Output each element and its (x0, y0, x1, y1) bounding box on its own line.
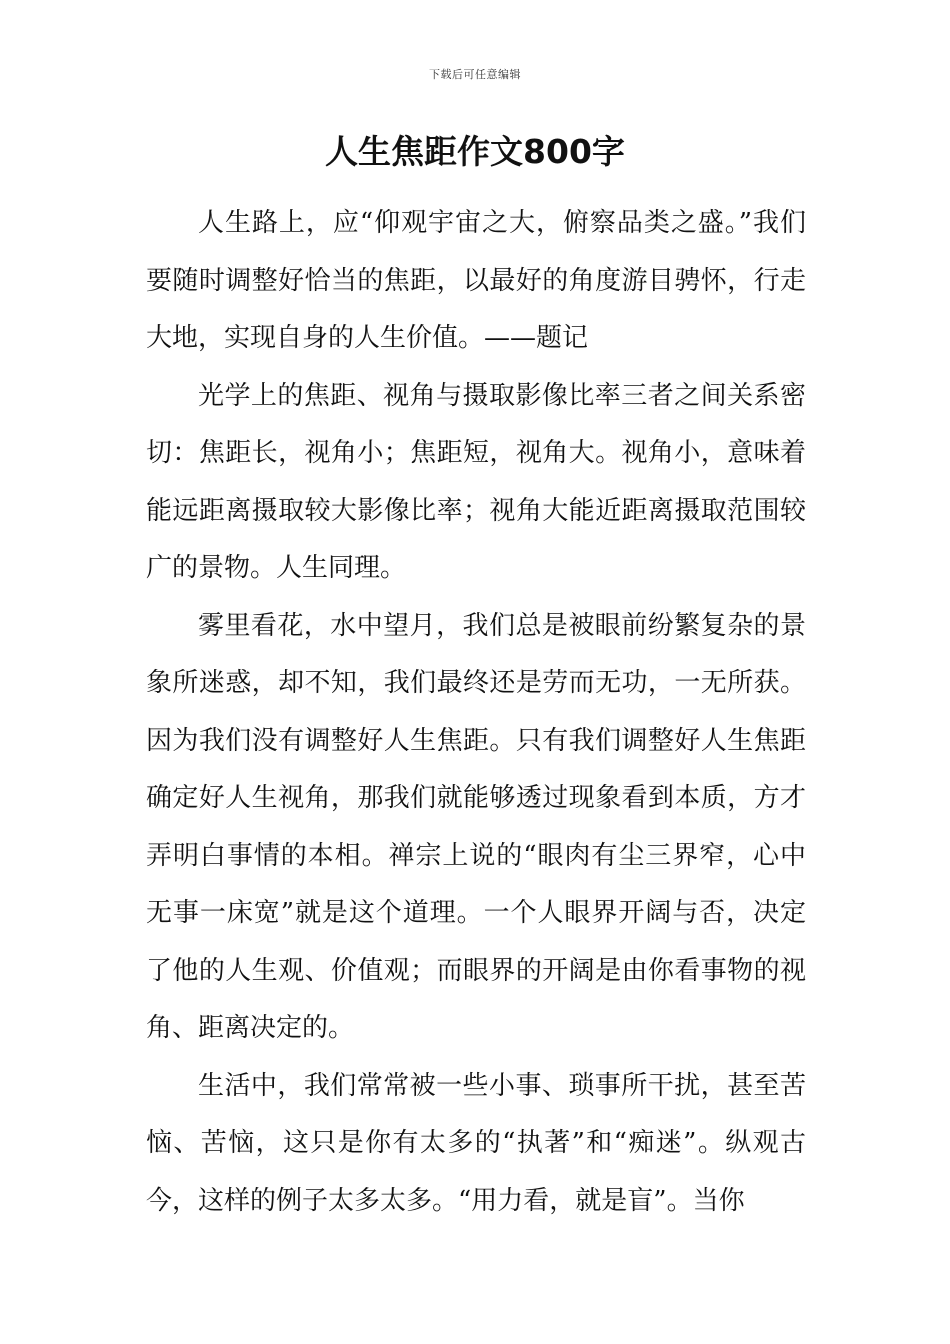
paragraph-optics: 光学上的焦距、视角与摄取影像比率三者之间关系密切：焦距长，视角小；焦距短，视角大。视角小，意味着能远距离摄取较大影像比率；视角大能近距离摄取范围较广的景物。人生同理。 (146, 380, 806, 583)
document-body (146, 195, 806, 1230)
document-title: 人生焦距作文800字 (325, 132, 625, 171)
paragraph-life: 生活中，我们常常被一些小事、琐事所干扰，甚至苦恼、苦恼，这只是你有太多的“执著”和“痴迷”。纵观古今，这样的例子太多太多。“用力看，就是盲”。当你 (146, 1070, 806, 1216)
paragraph-epigraph: 人生路上，应“仰观宇宙之大，俯察品类之盛。”我们要随时调整好恰当的焦距，以最好的角度游目骋怀，行走大地，实现自身的人生价值。——题记 (146, 208, 806, 353)
paragraph-focus: 雾里看花，水中望月，我们总是被眼前纷繁复杂的景象所迷惑，却不知，我们最终还是劳而无功，一无所获。因为我们没有调整好人生焦距。只有我们调整好人生焦距确定好人生视角，那我们就能够透过现象看到本质，方才弄明白事情的本相。禅宗上说的“眼肉有尘三界窄，心中无事一床宽”就是这个道理。一个人眼界开阔与否，决定了他的人生观、价值观；而眼界的开阔是由你看事物的视角、距离决定的。 (146, 610, 806, 1043)
header-note: 下载后可任意编辑 (429, 68, 521, 81)
